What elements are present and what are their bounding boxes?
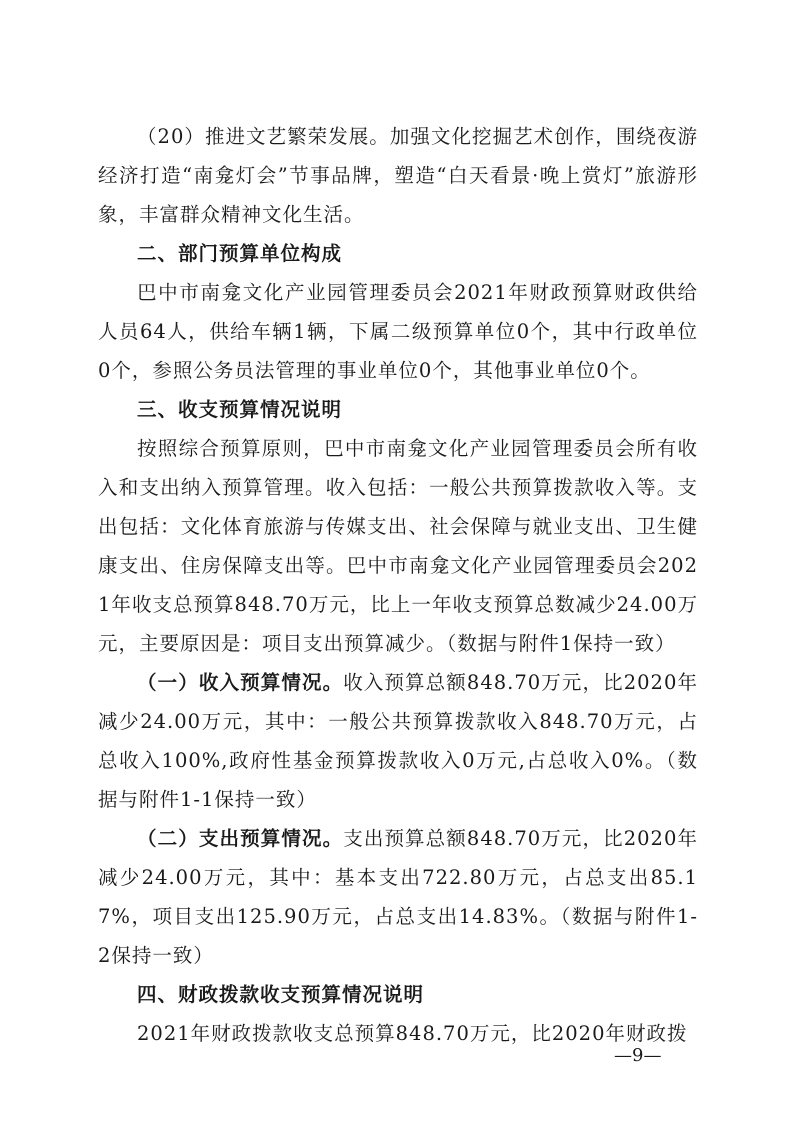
paragraph-culture-development: （20）推进文艺繁荣发展。加强文化挖掘艺术创作，围绕夜游经济打造“南龛灯会”节事品牌，塑造“白天看景·晚上赏灯”旅游形象，丰富群众精神文化生活。 <box>98 125 698 226</box>
paragraph-budget-units: 巴中市南龛文化产业园管理委员会2021年财政预算财政供给人员64人，供给车辆1辆，下属二级预算单位0个，其中行政单位0个，参照公务员法管理的事业单位0个，其他事业单位0个。 <box>98 281 698 382</box>
expense-budget-text: 支出预算总额848.70万元，比2020年减少24.00万元，其中：基本支出722.80万元，占总支出85.17%，项目支出125.90万元，占总支出14.83%。（数据与附件1-2保持一致） <box>98 827 698 967</box>
expense-budget-lead: （二）支出预算情况。 <box>137 827 344 850</box>
section-heading-revenue-expenditure: 三、收支预算情况说明 <box>137 398 343 421</box>
paragraph-expense-budget <box>98 819 698 975</box>
document-body <box>98 117 698 1053</box>
section-heading-fiscal-appropriation: 四、财政拨款收支预算情况说明 <box>137 983 425 1006</box>
page-number: —9— <box>614 1045 662 1066</box>
section-heading-budget-units: 二、部门预算单位构成 <box>137 242 343 265</box>
income-budget-lead: （一）收入预算情况。 <box>137 671 344 694</box>
paragraph-income-budget <box>98 663 698 819</box>
paragraph-fiscal-appropriation: 2021年财政拨款收支总预算848.70万元，比2020年财政拨 <box>137 1022 688 1045</box>
paragraph-budget-overview: 按照综合预算原则，巴中市南龛文化产业园管理委员会所有收入和支出纳入预算管理。收入包括：一般公共预算拨款收入等。支出包括：文化体育旅游与传媒支出、社会保障与就业支出、卫生健康支出、住房保障支出等。巴中市南龛文化产业园管理委员会2021年收支总预算848.70万元，比上一年收支预算总数减少24.00万元，主要原因是：项目支出预算减少。（数据与附件1保持一致） <box>98 437 698 655</box>
income-budget-text: 收入预算总额848.70万元，比2020年减少24.00万元，其中：一般公共预算拨款收入848.70万元，占总收入100%,政府性基金预算拨款收入0万元,占总收入0%。（数据与附件1-1保持一致） <box>98 671 698 811</box>
